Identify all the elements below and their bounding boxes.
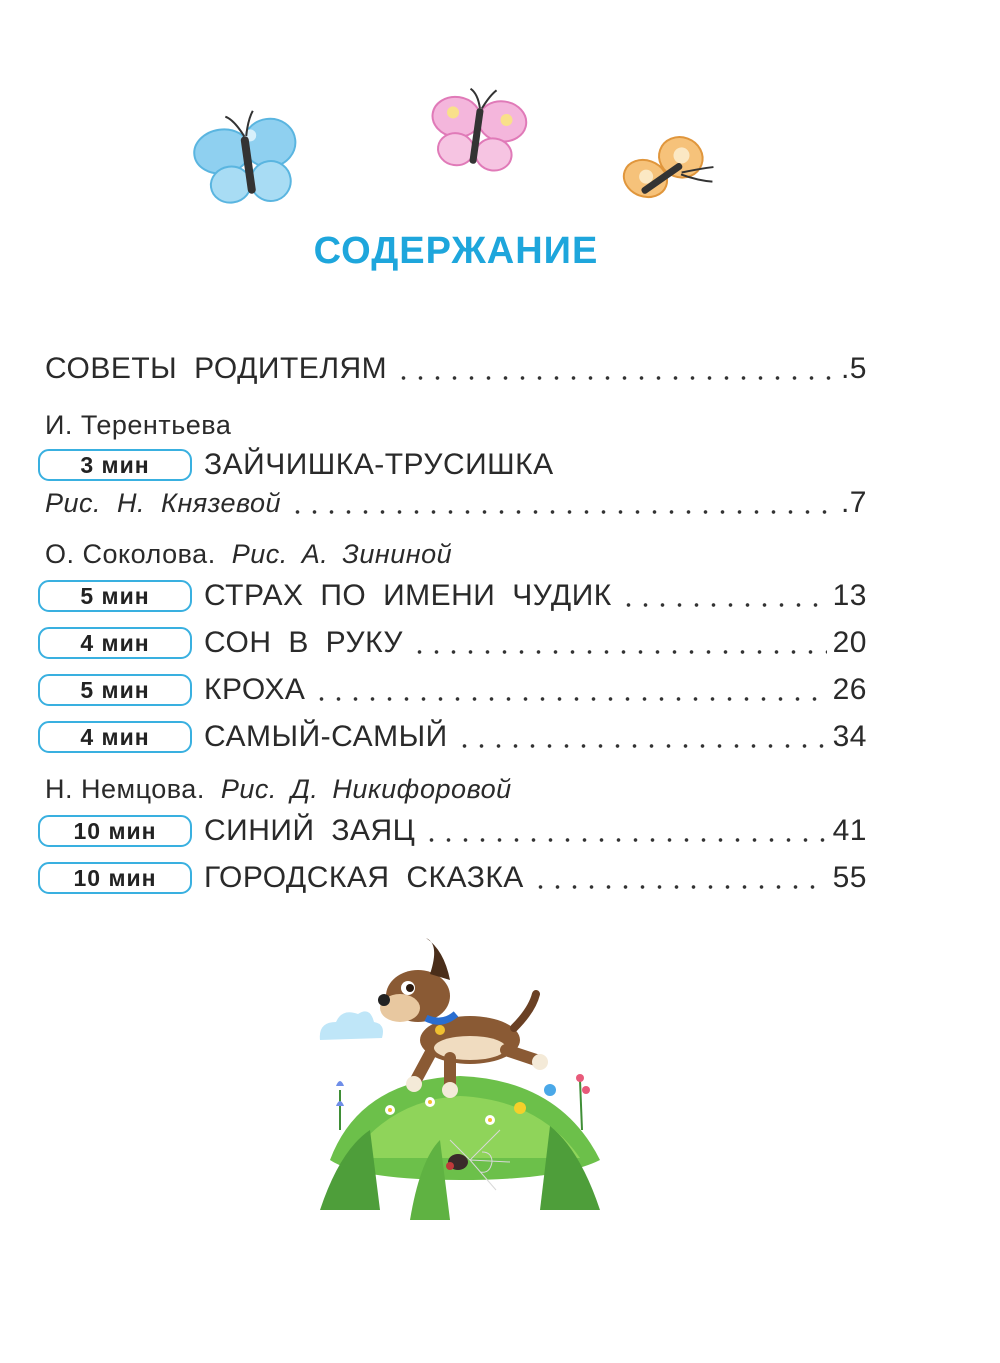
dot-leader <box>395 352 835 382</box>
toc-entry-label: САМЫЙ-САМЫЙ <box>204 720 448 753</box>
toc-page-number: .5 <box>840 352 867 385</box>
reading-time-badge: 10 мин <box>38 862 192 894</box>
dot-leader <box>620 579 827 609</box>
toc-entry-story[interactable] <box>38 669 867 709</box>
dot-leader <box>456 720 827 750</box>
reading-time-badge: 4 мин <box>38 721 192 753</box>
toc-entry-story[interactable] <box>38 810 867 850</box>
toc-page-number: 20 <box>832 626 867 659</box>
reading-time-badge: 5 мин <box>38 674 192 706</box>
toc-entry-label: СТРАХ ПО ИМЕНИ ЧУДИК <box>204 579 612 612</box>
toc-entry-story[interactable] <box>38 622 867 662</box>
dot-leader <box>423 814 826 844</box>
page-title: СОДЕРЖАНИЕ <box>313 230 599 272</box>
illustrator-credit: Рис. А. Зининой <box>231 539 453 569</box>
dot-leader <box>532 861 827 891</box>
toc-entry-label: ГОРОДСКАЯ СКАЗКА <box>204 861 524 894</box>
author-heading <box>45 537 452 571</box>
dot-leader <box>289 486 835 516</box>
butterfly-orange-illustration <box>618 130 718 220</box>
illustrator-credit: Рис. Д. Никифоровой <box>220 774 512 804</box>
butterfly-pink-illustration <box>422 86 532 186</box>
toc-entry-label: СОВЕТЫ РОДИТЕЛЯМ <box>45 352 388 385</box>
toc-page-number: 55 <box>832 861 867 894</box>
butterfly-blue-illustration <box>188 108 308 218</box>
reading-time-badge: 3 мин <box>38 449 192 481</box>
toc-entry-story[interactable] <box>38 716 867 756</box>
reading-time-badge: 5 мин <box>38 580 192 612</box>
toc-entry-label: СОН В РУКУ <box>204 626 403 659</box>
toc-entry-illustrator <box>45 482 867 522</box>
puppy-meadow-illustration <box>300 930 620 1230</box>
reading-time-badge: 4 мин <box>38 627 192 659</box>
toc-page-number: 41 <box>832 814 867 847</box>
toc-entry-story[interactable] <box>38 575 867 615</box>
reading-time-badge: 10 мин <box>38 815 192 847</box>
toc-page-number: .7 <box>840 486 867 519</box>
toc-page-number: 13 <box>832 579 867 612</box>
author-heading: И. Терентьева <box>45 410 232 440</box>
author-name: Н. Немцова. <box>45 774 205 804</box>
toc-entry-story[interactable] <box>38 444 867 484</box>
toc-entry-advice[interactable] <box>45 348 867 388</box>
author-name: О. Соколова. <box>45 539 216 569</box>
author-heading <box>45 772 512 806</box>
toc-entry-label: ЗАЙЧИШКА-ТРУСИШКА <box>204 448 554 481</box>
toc-entry-label: СИНИЙ ЗАЯЦ <box>204 814 416 847</box>
dot-leader <box>313 673 826 703</box>
toc-entry-label: КРОХА <box>204 673 306 706</box>
toc-entry-story[interactable] <box>38 857 867 897</box>
illustrator-credit: Рис. Н. Князевой <box>45 488 282 518</box>
toc-page-number: 26 <box>832 673 867 706</box>
dot-leader <box>411 626 827 656</box>
toc-page-number: 34 <box>832 720 867 753</box>
